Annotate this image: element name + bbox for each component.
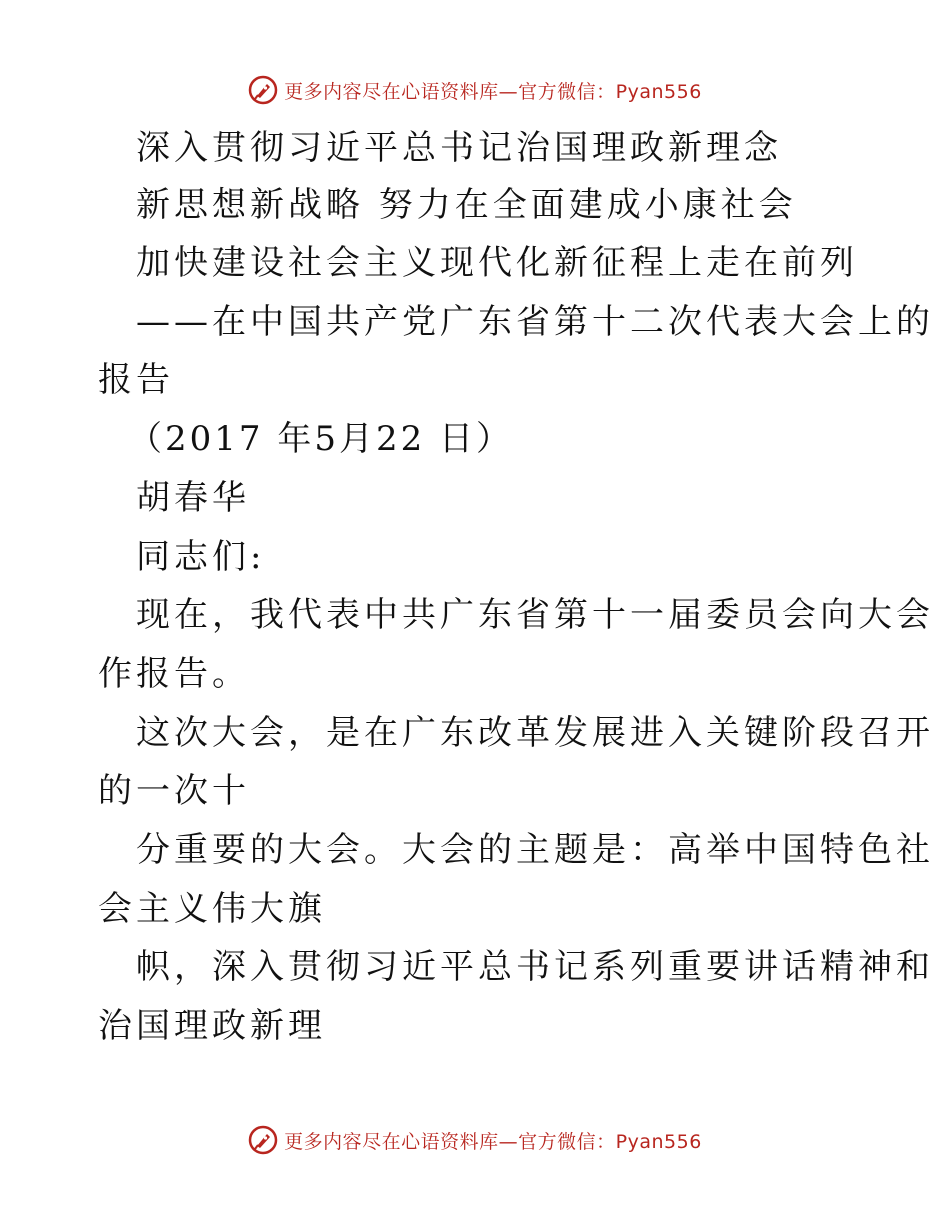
body-line-4: 的一次十: [98, 771, 250, 811]
body-line-1: 现在，我代表中共广东省第十一届委员会向大会: [136, 595, 934, 635]
title-line-3: 加快建设社会主义现代化新征程上走在前列: [136, 243, 858, 283]
pen-nib-circle-icon: [248, 1125, 278, 1155]
body-line-3: 这次大会，是在广东改革发展进入关键阶段召开: [136, 713, 934, 753]
body-line-6: 会主义伟大旗: [98, 889, 326, 929]
watermark-text: 更多内容尽在心语资料库—官方微信：Pyan556: [284, 1130, 702, 1153]
title-line-4: ——在中国共产党广东省第十二次代表大会上的: [136, 302, 934, 342]
pen-nib-circle-icon: [248, 75, 278, 105]
body-line-2: 作报告。: [98, 654, 250, 694]
watermark-text: 更多内容尽在心语资料库—官方微信：Pyan556: [284, 80, 702, 103]
title-line-5: 报告: [98, 360, 174, 400]
watermark-footer: [0, 1120, 950, 1160]
title-line-2: 新思想新战略 努力在全面建成小康社会: [136, 185, 797, 225]
report-date: （2017 年5月22 日）: [128, 419, 514, 459]
title-line-1: 深入贯彻习近平总书记治国理政新理念: [136, 128, 782, 168]
body-line-7: 帜，深入贯彻习近平总书记系列重要讲话精神和: [136, 947, 934, 987]
author-name: 胡春华: [136, 478, 250, 518]
salutation: 同志们:: [136, 537, 266, 577]
watermark-header: [0, 70, 950, 110]
body-line-5: 分重要的大会。大会的主题是：高举中国特色社: [136, 830, 934, 870]
body-line-8: 治国理政新理: [98, 1006, 326, 1046]
